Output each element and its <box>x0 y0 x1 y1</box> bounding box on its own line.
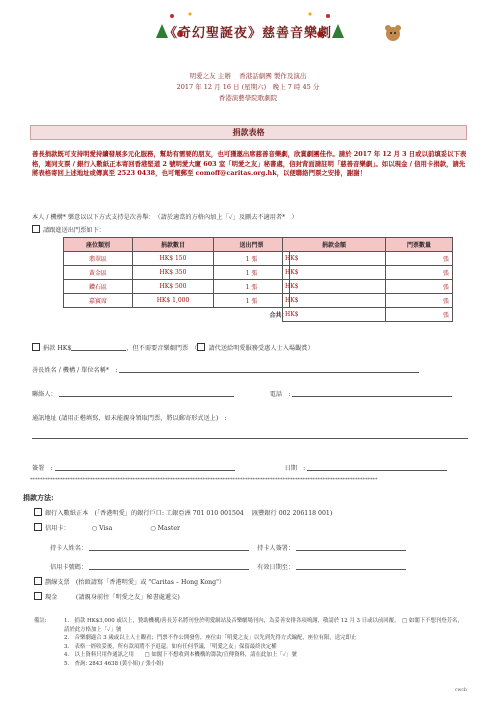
expiry-label: 有效日期至： <box>257 564 295 571</box>
entry-amount[interactable]: HK$ <box>283 252 386 266</box>
seat-amount: HK$ 1,000 <box>133 294 214 308</box>
donate-no-ticket-line <box>32 343 314 352</box>
seat-amount: HK$ 500 <box>133 280 214 294</box>
table-row[interactable] <box>283 266 453 280</box>
ticket-option-label: 請跟進送出門票如下： <box>43 227 105 234</box>
master-label: Master <box>157 525 180 532</box>
phone-field[interactable] <box>292 389 452 397</box>
seat-tickets: 1 張 <box>214 294 290 308</box>
entry-qty[interactable]: 張 <box>386 252 453 266</box>
seat-header-tickets: 送出門票 <box>214 238 290 252</box>
entry-amount[interactable]: HK$ <box>283 294 386 308</box>
entry-header-qty: 門票數量 <box>386 238 453 252</box>
payment-heading: 捐款方法: <box>23 493 54 502</box>
note-item: 2. 音樂劇適合 3 歲或以上人士觀看；門票不作公開發售，座位由「明愛之友」以先到先得方式編配，座位有限，送完即止 <box>64 635 357 641</box>
table-row[interactable] <box>283 252 453 266</box>
seat-category: 黃金區 <box>64 266 133 280</box>
date-label: 日期 : <box>284 465 306 472</box>
entry-header-amount: 捐款金額 <box>283 238 386 252</box>
card-number-field[interactable] <box>89 562 249 570</box>
holder-row <box>50 543 406 552</box>
donate-amount-field[interactable] <box>71 343 126 351</box>
cash-checkbox[interactable] <box>34 592 42 600</box>
intro-paragraph: 善長捐款既可支持明愛持續發展多元化服務，幫助有需要的朋友，也可獲邀出席慈善音樂劇，欣賞劇團佳作。請於 2017 年 12 月 3 日或以前填妥以下表格，連同支票 / 銀行入數紙正本寄回香港堅道 2 號明愛大廈 603 室「明愛之友」秘書處，信封背面請註明「慈善音樂劇」。如以現金 / 信用卡捐款，請先將表格寄回上述地址或傳真至 2523 0438，也可電郵至 comoff@caritas.org.hk，以便聯絡門票之安排，謝謝！ <box>32 150 467 177</box>
expiry-field[interactable] <box>296 562 406 570</box>
give-away-checkbox[interactable] <box>197 343 205 351</box>
holder-sign-label: 持卡人簽署： <box>257 545 295 552</box>
form-heading: 捐款表格 <box>30 125 467 140</box>
contact-label: 聯絡人： <box>32 391 57 398</box>
phone-label: 電話 : <box>269 391 291 398</box>
entry-total-qty[interactable]: 張 <box>386 308 453 322</box>
seat-category: 翡翠區 <box>64 252 133 266</box>
seat-tickets: 1 張 <box>214 280 290 294</box>
donation-entry-table <box>282 237 453 322</box>
donate-label: 捐款 HK$ <box>43 345 72 352</box>
card-label: 信用卡： <box>45 525 70 532</box>
organizer-line: 明愛之友 主辦 香港話劇團 製作及演出 <box>189 72 307 80</box>
address-label: 通訊地址 (請用正楷填寫，如未能親身領取門票，將以郵寄形式送上) : <box>32 415 227 422</box>
name-label: 善長姓名 / 機構 / 單位名稱* : <box>32 367 118 374</box>
event-title: 《奇幻聖誕夜》慈善音樂劇 <box>163 26 332 41</box>
signature-label: 簽署 : <box>32 465 53 472</box>
table-row[interactable] <box>283 280 453 294</box>
bank-option <box>34 508 332 517</box>
address-field[interactable] <box>32 438 468 439</box>
cash-option <box>34 592 180 601</box>
entry-qty[interactable]: 張 <box>386 266 453 280</box>
footer-code: cwcb <box>455 688 467 693</box>
signature-row <box>32 463 447 472</box>
seat-amount: HK$ 150 <box>133 252 214 266</box>
donate-only-checkbox[interactable] <box>32 343 40 351</box>
card-checkbox[interactable] <box>34 523 42 531</box>
note-item: 4. 以上資料只用作通訊之用 □ 如閣下不想收到本機構的籌款/宣傳資料，請在此加上「✓」號 <box>64 652 297 658</box>
visa-label: Visa <box>99 525 113 532</box>
entry-amount[interactable]: HK$ <box>283 280 386 294</box>
table-row[interactable] <box>283 308 453 322</box>
bank-checkbox[interactable] <box>34 508 42 516</box>
give-away-label: 請代送給明愛服務受惠人士入場觀賞） <box>208 345 314 352</box>
entry-qty[interactable]: 張 <box>386 280 453 294</box>
holder-name-label: 持卡人姓名： <box>50 545 88 552</box>
card-number-row <box>50 562 406 571</box>
venue-line: 香港演藝學院歌劇院 <box>218 94 278 102</box>
signature-field[interactable] <box>55 463 235 471</box>
notes-list <box>64 617 464 668</box>
table-row <box>64 294 290 308</box>
seat-header-amount: 捐款數目 <box>133 238 214 252</box>
seat-category: 鑽石區 <box>64 280 133 294</box>
donate-no-ticket-text: ，但不需要音樂劇門票 （ <box>126 345 198 352</box>
note-item: 3. 表格一經收妥後，所有款項將不予退還。如有任何爭議，「明愛之友」保留最終決定權 <box>64 643 277 650</box>
holder-name-field[interactable] <box>89 543 249 551</box>
seat-tickets: 1 張 <box>214 252 290 266</box>
seat-header-category: 座位類別 <box>64 238 133 252</box>
note-item: 5. 查詢: 2843 4638 (黃小姐) / 張小姐) <box>64 660 164 667</box>
contact-field[interactable] <box>59 389 234 397</box>
table-row[interactable] <box>283 294 453 308</box>
visa-radio[interactable]: ○ <box>91 525 100 532</box>
name-field[interactable] <box>119 365 419 373</box>
table-row <box>64 266 290 280</box>
cheque-label: 劃線支票 (抬頭請寫「香港明愛」或 "Caritas – Hong Kong"） <box>45 579 226 586</box>
entry-total-amount[interactable]: HK$ <box>283 308 386 322</box>
entry-amount[interactable]: HK$ <box>283 266 386 280</box>
seat-category: 嘉賓席 <box>64 294 133 308</box>
total-label: 合共： <box>269 312 288 319</box>
date-line: 2017 年 12 月 16 日 (星期六) 晚上 7 時 45 分 <box>176 83 320 91</box>
cash-label: 現金 (請親身前往「明愛之友」秘書處遞交) <box>45 594 180 601</box>
note-item: 1. 捐款 HK$3,000 或以上，贊助機構/善長芳名將刊登於明愛網站及音樂劇場刊內，為妥善安排各項鳴謝，敬請於 12 月 3 日或以前回覆。 □ 如閣下不想刊登芳名，請於此方格加上「✓」號 <box>64 618 463 633</box>
master-radio[interactable]: ○ <box>150 525 158 532</box>
cheque-checkbox[interactable] <box>34 577 42 585</box>
seat-tickets: 1 張 <box>214 266 290 280</box>
card-number-label: 信用卡號碼： <box>50 564 88 571</box>
holder-sign-field[interactable] <box>296 543 406 551</box>
date-field[interactable] <box>307 463 447 471</box>
table-row <box>64 280 290 294</box>
bank-label: 銀行入數紙正本 (「香港明愛」的銀行戶口: 工銀亞洲 701 010 001504 匯豐銀行 002 206118 001) <box>45 510 333 517</box>
name-row <box>32 365 419 374</box>
seat-table <box>63 237 290 321</box>
ticket-option-checkbox[interactable] <box>32 225 40 233</box>
table-row <box>64 252 290 266</box>
separator: ******************************************************************************************************************************************* <box>30 477 378 483</box>
method-line: 本人 / 機構* 樂意以以下方式支持是次善舉： （請於適當的方格內加上「✓」及刪去不適用者* ） <box>32 214 298 221</box>
seat-amount: HK$ 350 <box>133 266 214 280</box>
cheque-option <box>34 577 225 586</box>
ticket-option <box>32 225 105 234</box>
entry-qty[interactable]: 張 <box>386 294 453 308</box>
contact-row <box>32 389 452 398</box>
notes-label: 備註: <box>34 618 47 624</box>
card-option <box>34 523 180 532</box>
